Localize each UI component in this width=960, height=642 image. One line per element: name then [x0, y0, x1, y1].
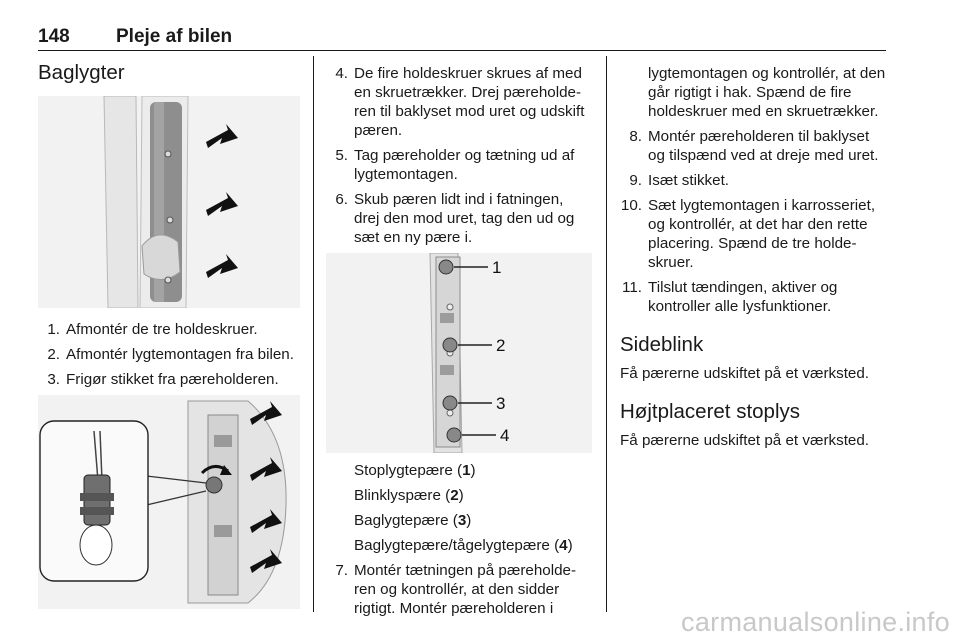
step-7: 7. Montér tætningen på pæreholderen og kontrollér, at den sidder rigtigt. Montér pæreholderen i	[335, 562, 577, 617]
caption-3: Baglygtepære (3)	[354, 512, 472, 529]
sideblink-text: Få pærerne udskiftet på et værksted.	[620, 365, 870, 382]
figure-label-4: 4	[500, 426, 510, 445]
step-6: 6. Skub pæren lidt ind i fatningen, drej den mod uret, tag den ud og sæt en ny pære i.	[335, 191, 575, 246]
step-5: 5. Tag pæreholder og tætning ud af lygtemontagen.	[335, 147, 575, 183]
steps-8-11	[620, 127, 890, 316]
steps-4-6	[326, 64, 592, 247]
step-2: 2. Afmontér lygtemontagen fra bilen.	[47, 346, 294, 363]
section-heading-stoplys: Højtplaceret stoplys	[620, 400, 801, 423]
caption-1: Stoplygtepære (1)	[354, 462, 476, 479]
caption-2: Blinklyspære (2)	[354, 487, 464, 504]
figure-label-2: 2	[496, 336, 506, 355]
caption-4: Baglygtepære/tågelygtepære (4)	[354, 537, 573, 554]
bulb-holder-illustration	[326, 253, 592, 453]
connector-illustration	[38, 395, 300, 609]
watermark: carmanualsonline.info	[681, 607, 950, 637]
figure-rear-light-screws	[38, 96, 300, 308]
step-8: 8. Montér pæreholderen til baklyset og tilspænd ved at dreje med uret.	[629, 128, 879, 164]
page-header	[38, 26, 886, 51]
step-11: 11. Tilslut tændingen, aktiver og kontroller alle lysfunktioner.	[622, 279, 838, 315]
steps-1-3	[38, 320, 300, 389]
column-3	[620, 64, 890, 450]
step-7-continuation: lygtemontagen og kontrollér, at den går rigtigt i hak. Spænd de fire holdeskruer med en skruetrækker.	[648, 65, 886, 120]
column-divider-1	[313, 56, 314, 612]
page-number: 148	[38, 26, 70, 47]
section-heading-sideblink: Sideblink	[620, 333, 704, 356]
step-7-list	[326, 561, 592, 618]
step-4: 4. De fire holdeskruer skrues af med en skruetrækker. Drej pæreholderen til baklyset mod uret og udskift pæren.	[335, 65, 585, 139]
figure-bulb-positions	[326, 253, 592, 453]
bulb-caption-list	[326, 461, 592, 555]
rear-light-illustration	[38, 96, 300, 308]
section-heading-baglygter: Baglygter	[38, 61, 125, 84]
stoplys-text: Få pærerne udskiftet på et værksted.	[620, 432, 870, 449]
figure-connector-bulb	[38, 395, 300, 609]
column-2	[326, 64, 592, 624]
column-divider-2	[606, 56, 607, 612]
figure-label-3: 3	[496, 394, 506, 413]
step-9: 9. Isæt stikket.	[629, 172, 730, 189]
column-1	[38, 60, 300, 609]
running-title: Pleje af bilen	[116, 26, 233, 47]
figure-label-1: 1	[492, 258, 502, 277]
step-3: 3. Frigør stikket fra pæreholderen.	[47, 371, 279, 388]
step-10: 10. Sæt lygtemontagen i karrosseriet, og kontrollér, at det har den rette placering. Spænd de tre holdeskruer.	[620, 197, 876, 271]
step-1: 1. Afmontér de tre holdeskruer.	[47, 321, 258, 338]
